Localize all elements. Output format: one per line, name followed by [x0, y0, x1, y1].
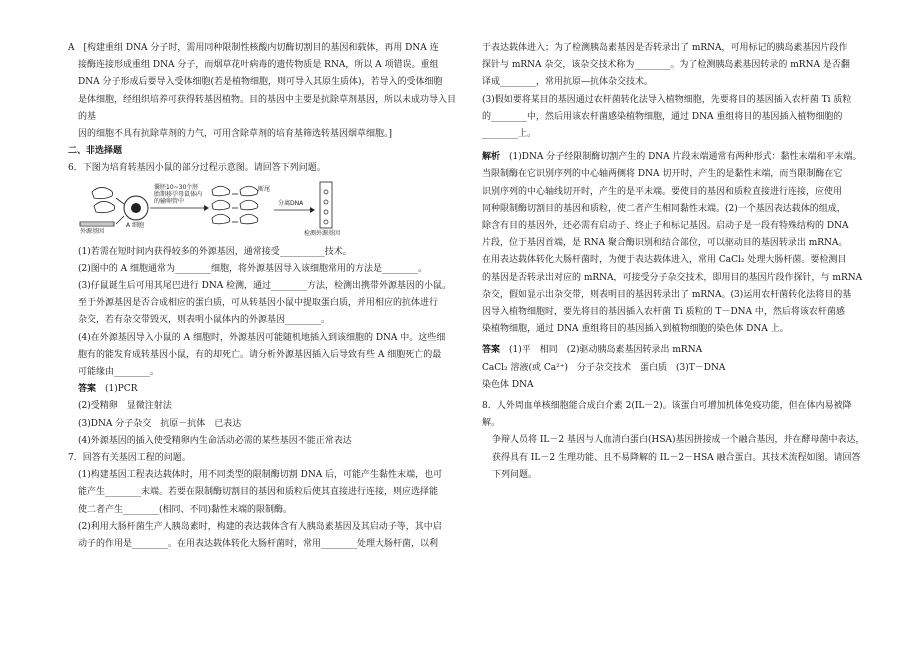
text-line: (4)在外源基因导入小鼠的 A 细胞时，外源基因可能随机地插入到该细胞的 DNA 中。这些细: [78, 332, 446, 343]
text-line: 当限制酶在它识别序列的中心轴两侧将 DNA 切开时，产生的是黏性末端，而当限制酶在它: [482, 169, 843, 180]
answer-label: 答案: [482, 345, 501, 356]
text-line: 染植物细胞，通过 DNA 重组将目的基因插入到植物细胞的染色体 DNA 上。: [482, 324, 789, 335]
label-tail: 断尾: [258, 185, 271, 193]
q6-answer: [68, 381, 460, 450]
text-line: (2)利用大肠杆菌生产人胰岛素时，构建的表达载体含有人胰岛素基因及其启动子等，其中启: [78, 521, 442, 532]
text-line: 于表达载体进入；为了检测胰岛素基因是否转录出了 mRNA，可用标记的胰岛素基因片段作: [482, 43, 848, 53]
text-line: (1)DNA 分子经限制酶切割产生的 DNA 片段末端通常有两种形式：黏性末端和平末端。: [509, 152, 862, 163]
answer-label: 答案: [78, 384, 97, 395]
text-line: (1)平 相同 (2)驱动胰岛素基因转录出 mRNA: [509, 345, 703, 356]
text-line: 接酶连接形成重组 DNA 分子，而烟草花叶病毒的遗传物质是 RNA，所以 A 项错误。重组: [78, 60, 439, 71]
label-dna: 分离DNA: [278, 199, 304, 207]
text-line: 可能缘由________。: [78, 367, 160, 378]
q8: [482, 398, 868, 484]
text-line: 至于外源基因是否合成相应的蛋白质，可从转基因小鼠中提取蛋白质，并用相应的抗体进行: [78, 298, 439, 309]
text-line: (3)假如要将某目的基因通过农杆菌转化法导入植物细胞，先要将目的基因插入农杆菌 Ti 质粒: [482, 94, 852, 105]
text-line: 是体细胞，经组织培养可获得转基因植物。目的基因中主要是抗除草剂基因，所以未成功导入目的基: [78, 94, 457, 122]
text-line: 争辩人员将 IL－2 基因与人血清白蛋白(HSA)基因拼接成一个融合基因，并在酵母菌中表达，: [492, 435, 865, 446]
text-line: (1)PCR: [105, 384, 138, 395]
text-line: 杂交，若有杂交带毁灭，则表明小鼠体内的外源基因________。: [78, 315, 331, 326]
label-detect: 检测外源基因: [304, 229, 341, 237]
text-line: 在用表达载体转化大肠杆菌时，为便于表达载体进入，常用 CaCl₂ 处理大肠杆菌。要检测目: [482, 255, 847, 266]
text-line: (2)受精卵 显微注射法: [78, 401, 172, 412]
q7-items: [68, 467, 460, 553]
label-note: 囊胚10~30个胚胎期移孕母鼠体内的输卵管中: [154, 183, 203, 205]
text-line: 片段，位于基因首端，是 RNA 聚合酶识别和结合部位，可以驱动目的基因转录出 mRNA。: [482, 238, 848, 249]
text-line: 因的细胞不具有抗除草剂的力气，可用含除草剂的培育基筛选转基因烟草细胞。]: [78, 129, 393, 140]
analysis: [482, 149, 868, 338]
q7-continued: [482, 40, 868, 143]
answer: [482, 342, 868, 394]
text-line: 下列问题。: [492, 469, 538, 480]
text-line: 识别序列的中心轴线切开时，产生的是平末端。要使目的基因和质粒直接进行连接，应使用: [482, 186, 843, 197]
text-line: 的基因是否转录出对应的 mRNA，可接受分子杂交技术，即用目的基因片段作探针，与 mRNA: [482, 272, 863, 283]
text-line: 8．人外周血单核细胞能合成白介素 2(IL－2)。该蛋白可增加机体免疫功能，但在体内易被降解。: [482, 401, 852, 429]
mouse-process-figure: [78, 180, 460, 238]
text-line: (3)DNA 分子杂交 抗原－抗体 已表达: [78, 418, 242, 429]
label-gene: 外源基因: [80, 227, 105, 235]
text-line: 译成________，常用抗原—抗体杂交技术。: [482, 77, 654, 88]
text-line: (3)仔鼠诞生后可用其尾巴进行 DNA 检测，通过________方法，检测出携带外源基因的小鼠。: [78, 281, 452, 292]
q5-answer: [68, 40, 460, 143]
text-line: 动子的作用是________。在用表达载体转化大肠杆菌时，常用________处理大肠杆菌，以利: [78, 539, 439, 550]
text-line: 除含有目的基因外，还必需有启动子、终止子和标记基因。启动子是一段有特殊结构的 DNA: [482, 221, 849, 232]
left-column: [68, 40, 460, 553]
section-title: 二、非选择题: [68, 146, 123, 157]
text-line: 杂交，假如显示出杂交带，则表明目的基因转录出了 mRNA。(3)运用农杆菌转化法将目的基: [482, 289, 852, 300]
text-line: 探针与 mRNA 杂交，该杂交技术称为________。为了检测胰岛素基因转录的 mRNA 是否翻: [482, 60, 850, 71]
q6-items: [68, 244, 460, 382]
text-line: (1)构建基因工程表达载体时，用不同类型的限制酶切割 DNA 后，可能产生黏性末端，也可: [78, 470, 443, 481]
q7-stem: 7．回答有关基因工程的问题。: [68, 453, 191, 464]
text-line: (4)外源基因的插入使受精卵内生命活动必需的某些基因不能正常表达: [78, 435, 352, 446]
text-line: A [构建重组 DNA 分子时，需用同种限制性核酸内切酶切割目的基因和载体，再用 DNA 连: [68, 43, 439, 53]
q6-stem: 6．下图为培育转基因小鼠的部分过程示意图。请回答下列问题。: [68, 163, 326, 174]
text-line: (2)图中的 A 细胞通常为________细胞，将外源基因导入该细胞常用的方法是________。: [78, 263, 427, 274]
text-line: (1)若需在短时间内获得较多的外源基因，通常接受__________技术。: [78, 246, 352, 257]
text-line: 使二者产生________(相同、不同)黏性末端的限制酶。: [78, 504, 293, 515]
text-line: DNA 分子形成后要导入受体细胞(若是植物细胞，则可导入其原生质体)，若导入的受体细胞: [78, 77, 443, 88]
text-line: 胞有的能发育成转基因小鼠，有的却死亡。请分析外源基因插入后导致有些 A 细胞死亡的最: [78, 349, 442, 360]
label-cell: A 细胞: [126, 221, 145, 229]
text-line: 染色体 DNA: [482, 379, 534, 390]
text-line: 同种限制酶切割目的基因和质粒，使二者产生相同黏性末端。(2)一个基因表达载体的组成，: [482, 203, 846, 214]
text-line: CaCl₂ 溶液(或 Ca²⁺) 分子杂交技术 蛋白质 (3)T－DNA: [482, 362, 726, 373]
text-line: 获得具有 IL－2 生理功能、且不易降解的 IL－2－HSA 融合蛋白。其技术流程如图。请回答: [492, 452, 861, 463]
text-line: 因导入植物细胞时，要先将目的基因插入农杆菌 Ti 质粒的 T－DNA 中，然后将该农杆菌感: [482, 307, 845, 318]
text-line: 能产生________末端。若要在限制酶切割目的基因和质粒后使其直接进行连接，则应选择能: [78, 487, 439, 498]
right-column: [482, 40, 868, 484]
text-line: ________上。: [482, 129, 537, 140]
analysis-label: 解析: [482, 152, 501, 163]
text-line: 的________中，然后用该农杆菌感染植物细胞，通过 DNA 重组将目的基因插入植物细胞的: [482, 111, 843, 122]
